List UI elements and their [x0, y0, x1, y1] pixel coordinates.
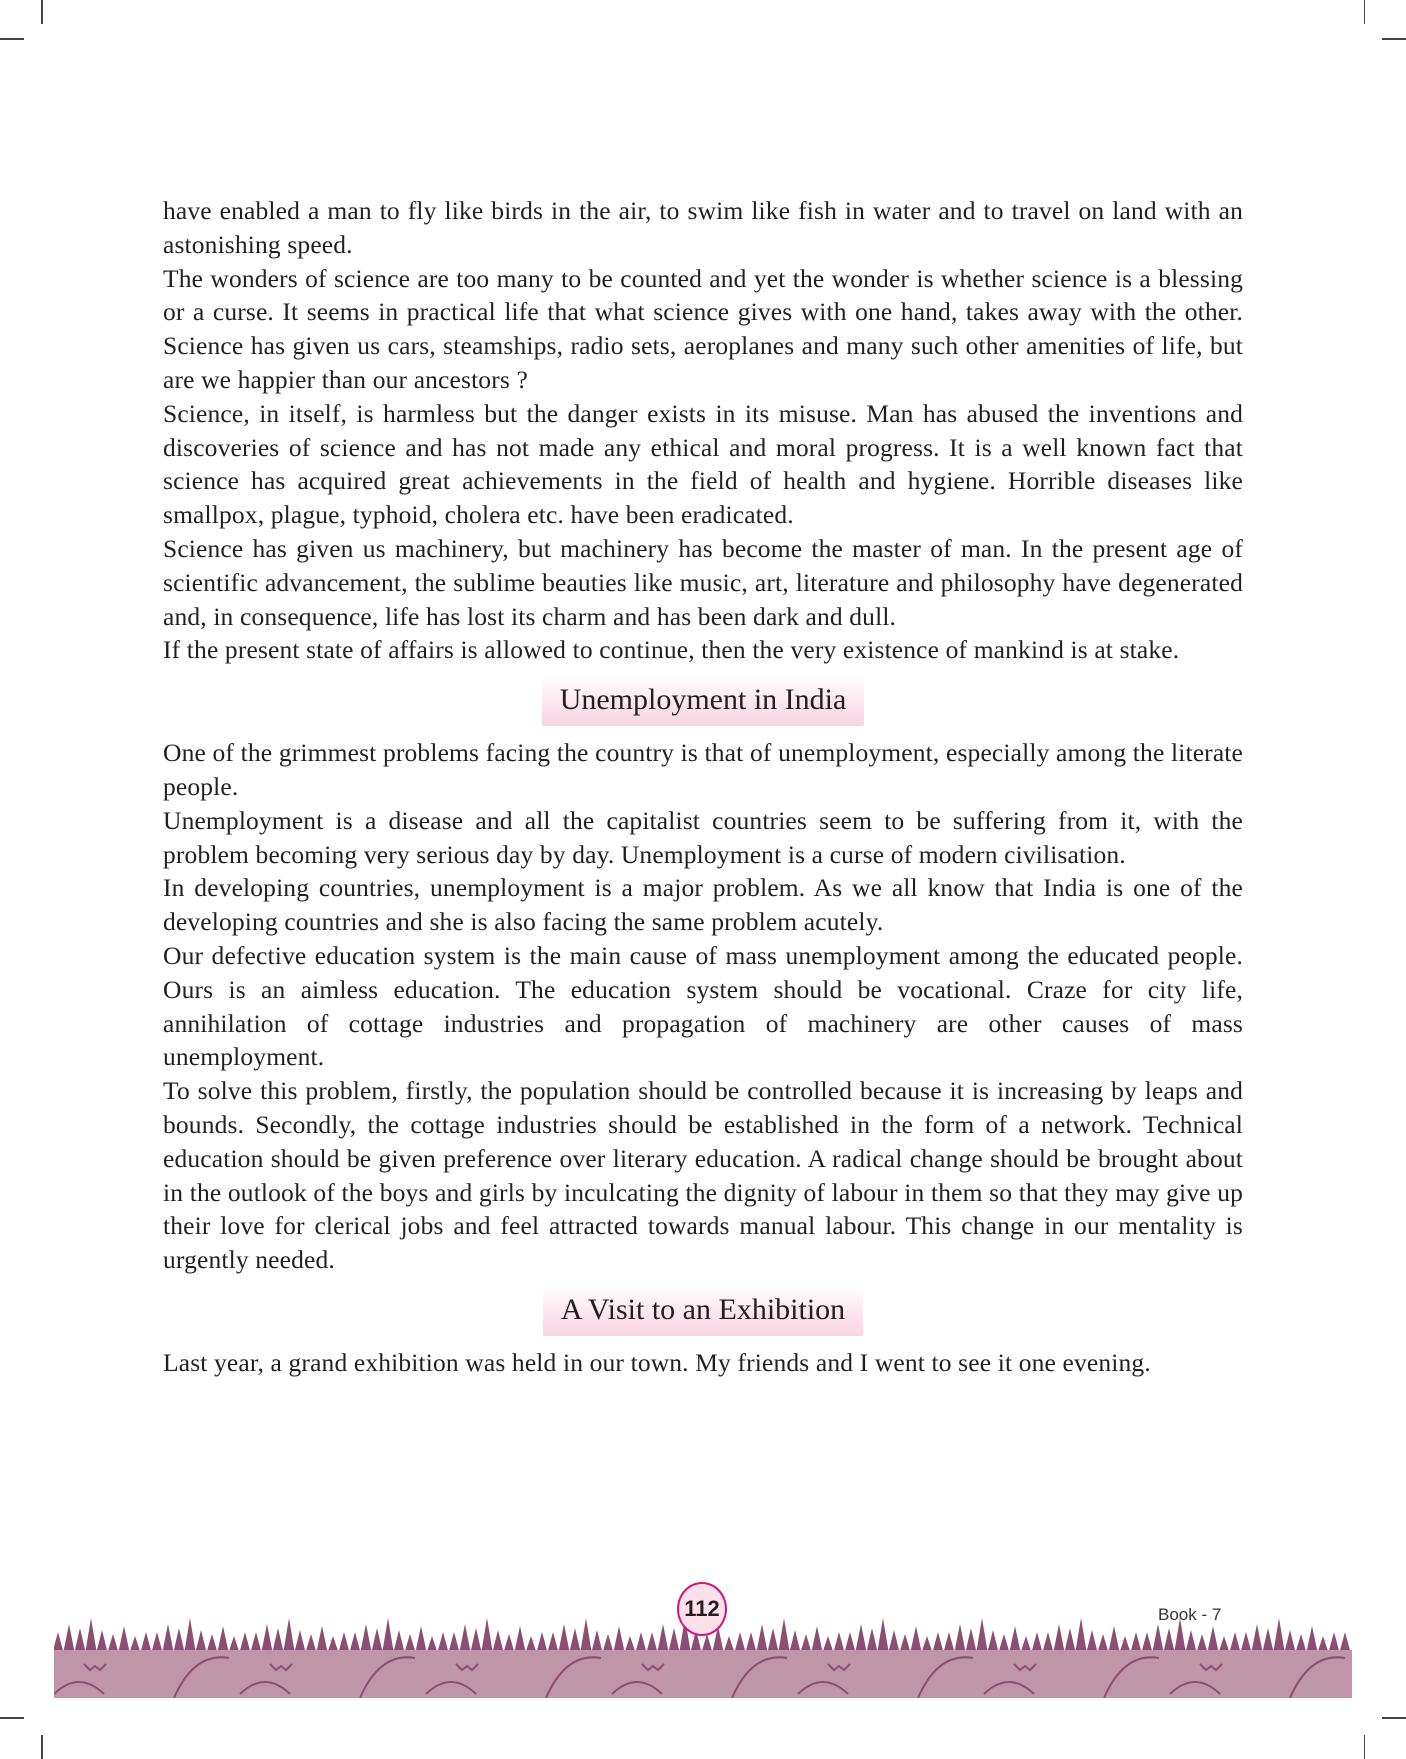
tree-shape — [910, 1626, 922, 1654]
tree-shape — [558, 1624, 570, 1654]
tree-shape — [184, 1618, 196, 1654]
tree-shape — [382, 1618, 394, 1654]
crop-mark — [1364, 0, 1366, 24]
tree-shape — [1152, 1624, 1164, 1654]
crop-mark — [41, 1735, 43, 1759]
tree-shape — [1207, 1626, 1219, 1654]
tree-shape — [1306, 1626, 1318, 1654]
tree-shape — [459, 1624, 471, 1654]
tree-shape — [778, 1618, 790, 1654]
tree-shape — [1009, 1626, 1021, 1654]
page-number: 112 — [677, 1582, 727, 1636]
paragraph: If the present state of affairs is allowed to continue, then the very existence of mankind is at stake. — [163, 635, 1180, 665]
tree-shape — [580, 1618, 592, 1654]
page-content — [163, 194, 1243, 1380]
tree-shape — [877, 1618, 889, 1654]
tree-shape — [1108, 1626, 1120, 1654]
tree-shape — [481, 1618, 493, 1654]
tree-shape — [514, 1626, 526, 1654]
section-heading: Unemployment in India — [542, 676, 865, 726]
crop-mark — [1364, 1735, 1366, 1759]
tree-shape — [657, 1624, 669, 1654]
crop-mark — [1382, 38, 1406, 40]
book-label: Book - 7 — [1158, 1605, 1222, 1624]
paragraph: Our defective education system is the main cause of mass unemployment among the educated people. Ours is an aimless education. The education system should be vocational. Craze for city life, annihilation of cottage industries and propagation of machinery are other causes of mass unemployment. — [163, 940, 1243, 1072]
unemployment-essay — [163, 676, 1243, 1277]
tree-shape — [1251, 1624, 1263, 1654]
exhibition-essay — [163, 1286, 1243, 1380]
tree-shape — [954, 1624, 966, 1654]
tree-shape — [415, 1626, 427, 1654]
paragraph: Science, in itself, is harmless but the danger exists in its misuse. Man has abused the inventions and discoveries of science and has not made any ethical and moral progress. It is a well known fact that science has acquired great achievements in the field of health and hygiene. Horrible diseases like smallpox, plague, typhoid, cholera etc. have been eradicated. — [163, 398, 1243, 530]
tree-shape — [217, 1626, 229, 1654]
tree-shape — [162, 1624, 174, 1654]
paragraph: One of the grimmest problems facing the country is that of unemployment, especially among the literate people. — [163, 738, 1243, 801]
tree-shape — [360, 1624, 372, 1654]
tree-shape — [976, 1618, 988, 1654]
science-essay-continued — [163, 194, 1243, 667]
tree-shape — [811, 1626, 823, 1654]
paragraph: In developing countries, unemployment is a major problem. As we all know that India is one of the developing countries and she is also facing the same problem acutely. — [163, 873, 1243, 937]
tree-shape — [118, 1626, 130, 1654]
crop-mark — [41, 0, 43, 24]
crop-mark — [0, 38, 24, 40]
crop-mark — [1382, 1717, 1406, 1719]
crop-mark — [0, 1717, 24, 1719]
tree-shape — [261, 1624, 273, 1654]
tree-shape — [63, 1624, 75, 1654]
paragraph: have enabled a man to fly like birds in the air, to swim like fish in water and to travel on land with an astonishing speed. — [163, 196, 1243, 259]
paragraph: Unemployment is a disease and all the capitalist countries seem to be suffering from it, with the problem becoming very serious day by day. Unemployment is a curse of modern civilisation. — [163, 805, 1243, 869]
tree-shape — [85, 1618, 97, 1654]
tree-shape — [613, 1626, 625, 1654]
tree-shape — [283, 1618, 295, 1654]
section-heading: A Visit to an Exhibition — [543, 1286, 863, 1336]
tree-shape — [756, 1624, 768, 1654]
paragraph: The wonders of science are too many to be counted and yet the wonder is whether science is a blessing or a curse. It seems in practical life that what science gives with one hand, takes away with the other. Science has given us cars, steamships, radio sets, aeroplanes and many such other amenities of life, but are we happier than our ancestors ? — [163, 263, 1243, 394]
tree-shape — [316, 1626, 328, 1654]
paragraph: Last year, a grand exhibition was held in our town. My friends and I went to see it one evening. — [163, 1347, 1151, 1377]
tree-shape — [855, 1624, 867, 1654]
tree-shape — [1075, 1618, 1087, 1654]
tree-shape — [1053, 1624, 1065, 1654]
paragraph: Science has given us machinery, but machinery has become the master of man. In the present age of scientific advancement, the sublime beauties like music, art, literature and philosophy have degenerated and, in consequence, life has lost its charm and has been dark and dull. — [163, 533, 1243, 631]
tree-shape — [1273, 1618, 1285, 1654]
paragraph: To solve this problem, firstly, the population should be controlled because it is increasing by leaps and bounds. Secondly, the cottage industries should be established in the form of a network. Technical education should be given preference over literary education. A radical change should be brought about in the outlook of the boys and girls by inculcating the dignity of labour in them so that they may give up their love for clerical jobs and feel attracted towards manual labour. This change in our mentality is urgently needed. — [163, 1076, 1243, 1275]
